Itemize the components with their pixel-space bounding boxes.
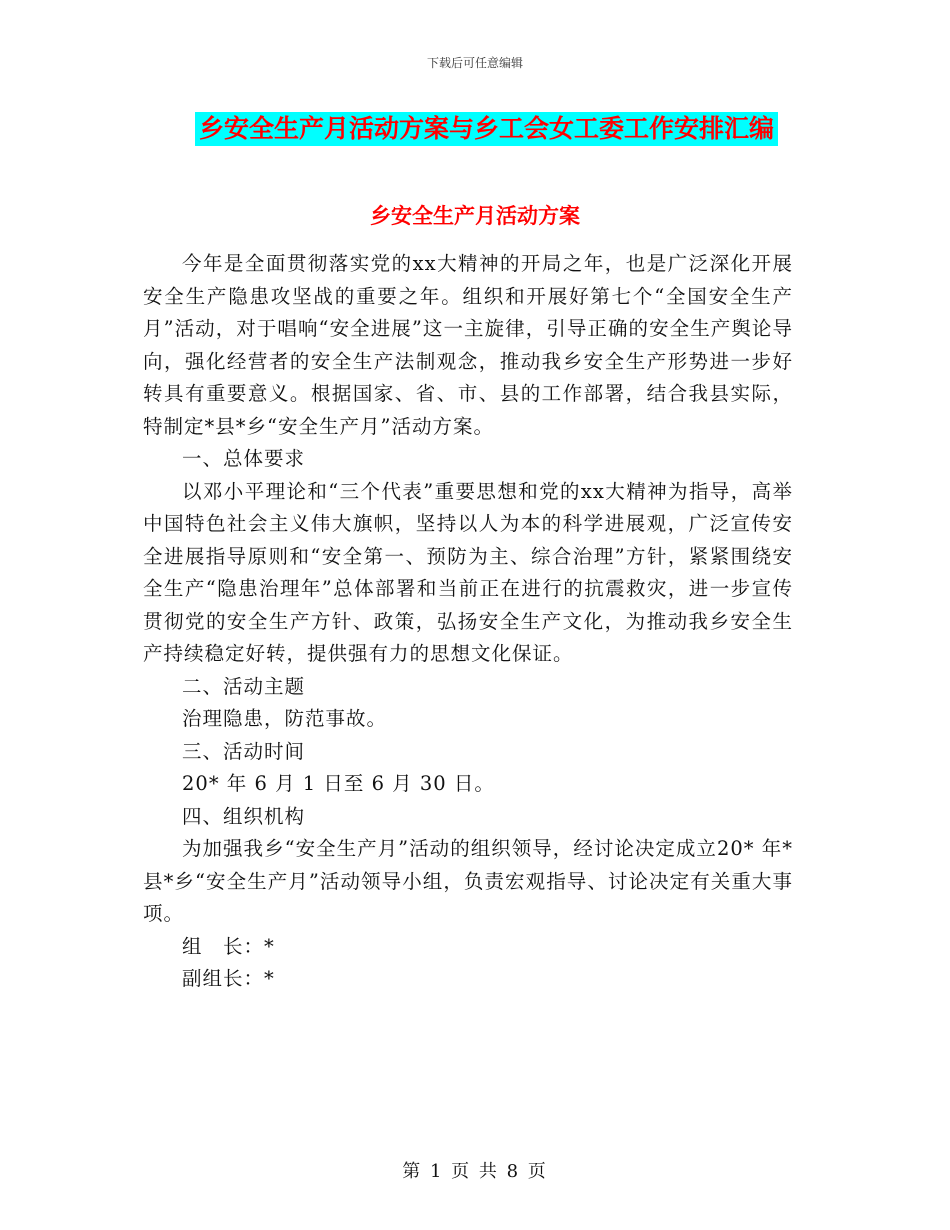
page-number: 第 1 页 共 8 页 xyxy=(402,1161,548,1182)
main-title-container xyxy=(195,112,778,146)
paragraph-intro: 今年是全面贯彻落实党的xx大精神的开局之年，也是广泛深化开展安全生产隐患攻坚战的重要之年。组织和开展好第七个“全国安全生产月”活动，对于唱响“安全进展”这一主旋律，引导正确的安全生产舆论导向，强化经营者的安全生产法制观念，推动我乡安全生产形势进一步好转具有重要意义。根据国家、省、市、县的工作部署，结合我县实际，特制定*县*乡“安全生产月”活动方案。 xyxy=(143,252,793,438)
main-title: 乡安全生产月活动方案与乡工会女工委工作安排汇编 xyxy=(195,112,778,146)
heading-organization: 四、组织机构 xyxy=(182,804,306,828)
header-note: 下载后可任意编辑 xyxy=(426,56,523,70)
paragraph-activity-theme: 治理隐患，防范事故。 xyxy=(182,707,388,730)
paragraph-activity-time: 20* 年 6 月 1 日至 6 月 30 日。 xyxy=(182,772,495,795)
paragraph-general-requirements: 以邓小平理论和“三个代表”重要思想和党的xx大精神为指导，高举中国特色社会主义伟大旗帜，坚持以人为本的科学进展观，广泛宣传安全进展指导原则和“安全第一、预防为主、综合治理”方针，紧紧围绕安全生产“隐患治理年”总体部署和当前正在进行的抗震救灾，进一步宣传贯彻党的安全生产方针、政策，弘扬安全生产文化，为推动我乡安全生产持续稳定好转，提供强有力的思想文化保证。 xyxy=(143,479,793,665)
heading-activity-theme: 二、活动主题 xyxy=(182,674,306,698)
heading-activity-time: 三、活动时间 xyxy=(182,739,306,763)
heading-general-requirements: 一、总体要求 xyxy=(182,447,306,470)
section-title: 乡安全生产月活动方案 xyxy=(370,204,580,228)
line-deputy-leader: 副组长：* xyxy=(182,967,275,990)
document-body xyxy=(143,248,793,996)
paragraph-organization: 为加强我乡“安全生产月”活动的组织领导，经讨论决定成立20* 年*县*乡“安全生产月”活动领导小组，负责宏观指导、讨论决定有关重大事项。 xyxy=(143,837,793,925)
line-group-leader: 组 长：* xyxy=(182,934,275,958)
